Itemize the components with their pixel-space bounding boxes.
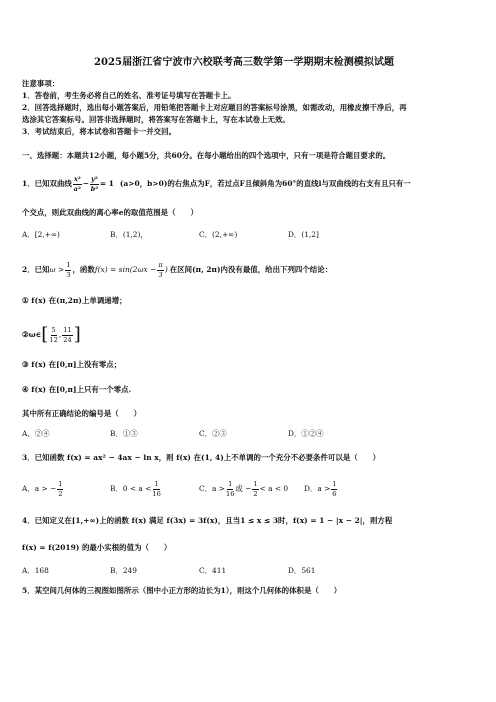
q4-option-d: D．561 (288, 566, 316, 575)
q2-s2-b-den: 24 (63, 335, 72, 344)
q2-statement-4: ④ f(x) 在[0,π]上只有一个零点. (22, 385, 132, 394)
q4-option-b: B．249 (110, 566, 137, 575)
q3-option-c (199, 481, 288, 497)
q3-b-pre: B．0 < a < (110, 484, 152, 494)
q3-b-num: 1 (154, 480, 159, 488)
q2-prefix: 2．已知 (22, 265, 50, 275)
q1-fraction-x (73, 176, 82, 192)
notice-item-2-cont: 选涂其它答案标号。回答非选择题时，将答案写在答题卡上，写在本试卷上无效。 (22, 115, 290, 124)
q2-fraction-pi (157, 262, 163, 278)
q1-minus: − (82, 179, 90, 189)
q3-d-num: 1 (332, 480, 337, 488)
q3-b-den: 16 (152, 489, 161, 498)
notice-item-3: 3．考试结束后，将本试卷和答题卡一并交回。 (22, 127, 177, 136)
q1-prefix: 1．已知双曲线 (22, 179, 72, 189)
q1-option-b: B．(1,2)， (110, 230, 148, 239)
q1-frac1-den: a² (73, 184, 81, 193)
q1-frac2-den: b² (90, 184, 99, 193)
q3-c-num2: 1 (253, 480, 258, 488)
q3-a-pre: A．a > − (22, 484, 57, 494)
q2-f-den: 3 (66, 270, 71, 279)
q4-option-a: A．168 (22, 566, 49, 575)
q1-fraction-y (90, 176, 99, 192)
q2-s2-a-den: 12 (49, 335, 58, 344)
q2-s2-left-bracket: [ (41, 324, 49, 345)
q3-c-pre: C．a > (199, 484, 225, 494)
q3-c-mid: 或 − (235, 484, 252, 494)
q2-s2-frac-b (62, 327, 73, 343)
q3-option-a (22, 481, 64, 497)
question-1-line-2: 个交点，则此双曲线的离心率e的取值范围是（ ） (22, 208, 198, 217)
q3-c-den2: 2 (253, 489, 258, 498)
q2-function: f(x) = sin(2ωx − (94, 265, 157, 275)
q4-option-c: C．411 (199, 566, 227, 575)
q3-a-num: 1 (58, 480, 63, 488)
q1-equals: = 1 (99, 179, 114, 189)
q3-a-den: 2 (58, 489, 63, 498)
q2-ask: 其中所有正确结论的编号是（ ） (22, 409, 142, 418)
q2-statement-2 (22, 326, 81, 344)
q3-d-frac (331, 481, 337, 497)
q2-omega-condition: ω > (49, 265, 65, 275)
q2-fraction-third (65, 262, 71, 278)
q2-option-d: D．①②④ (288, 429, 324, 438)
notice-heading: 注意事项： (22, 79, 60, 88)
q2-s2-b-num: 11 (63, 325, 72, 334)
q3-b-frac (152, 481, 160, 497)
notice-item-1: 1．答卷前，考生务必将自己的姓名、准考证号填写在答题卡上。 (22, 91, 236, 100)
q2-interval-text: 在区间(π, 2π)内没有最值，给出下列四个结论： (169, 265, 333, 275)
q2-mid: ，函数 (72, 265, 95, 275)
q1-frac2-num: y² (91, 175, 98, 183)
question-4-line-2: f(x) = f(2019) 的最小实根的值为（ ） (22, 543, 172, 552)
q3-c-den1: 16 (226, 489, 235, 498)
question-5: 5．某空间几何体的三视图如图所示（图中小正方形的边长为1），则这个几何体的体积是（ ） (22, 586, 342, 595)
question-1-line-1 (22, 176, 411, 192)
q1-option-a: A．[2,+∞) (22, 230, 60, 239)
q2-pi-den: 3 (158, 270, 163, 279)
q3-c-frac-1 (226, 481, 234, 497)
q2-f-num: 1 (66, 261, 71, 269)
q1-option-c: C．(2,+∞) (199, 230, 238, 239)
q2-s2-comma: , (58, 330, 62, 340)
q3-c-num1: 1 (228, 480, 233, 488)
q2-s2-right-bracket: ] (73, 324, 81, 345)
q3-option-b (110, 481, 162, 497)
q2-function-end: ) (164, 265, 168, 275)
q3-a-frac (57, 481, 63, 497)
q2-statement-1: ① f(x) 在(π,2π)上单调递增； (22, 296, 127, 305)
q1-frac1-num: x² (73, 175, 81, 183)
question-3: 3．已知函数 f(x) = ax² − 4ax − ln x，则 f(x) 在(1, 4)上不单调的一个充分不必要条件可以是（ ） (22, 453, 381, 462)
q3-d-pre: D．a > (304, 484, 331, 494)
q2-option-a: A．②④ (22, 429, 50, 438)
q2-statement-3: ③ f(x) 在[0,π]上没有零点； (22, 360, 122, 369)
section-heading: 一、选择题：本题共12小题，每小题5分，共60分。在每小题给出的四个选项中，只有一项是符合题目要求的。 (22, 151, 391, 160)
notice-item-2: 2．回答选择题时，选出每小题答案后，用铅笔把答题卡上对应题目的答案标号涂黑，如需改动，用橡皮擦干净后，再 (22, 103, 407, 112)
q2-s2-frac-a (49, 327, 58, 343)
q2-s2-prefix: ②ω∈ (22, 330, 42, 340)
page-title: 2025届浙江省宁波市六校联考高三数学第一学期期末检测模拟试题 (93, 56, 395, 68)
q2-pi-num: π (158, 261, 163, 269)
q2-option-c: C．②③ (199, 429, 227, 438)
q1-option-d: D．(1,2] (288, 230, 319, 239)
q2-s2-a-num: 5 (51, 325, 56, 334)
q3-c-end: < a < 0 (259, 484, 289, 494)
q1-condition: (a>0，b>0)的右焦点为F，若过点F且倾斜角为60°的直线l与双曲线的右支有且只有一 (119, 179, 411, 189)
question-2-line-1 (22, 262, 332, 278)
q3-c-frac-2 (252, 481, 258, 497)
q2-option-b: B．①③ (110, 429, 138, 438)
question-4-line-1: 4．已知定义在[1,+∞)上的函数 f(x) 满足 f(3x) = 3f(x)，且当1 ≤ x ≤ 3时，f(x) = 1 − |x − 2|，则方程 (22, 516, 393, 525)
q3-d-den: 6 (332, 489, 337, 498)
q3-option-d (304, 481, 338, 497)
